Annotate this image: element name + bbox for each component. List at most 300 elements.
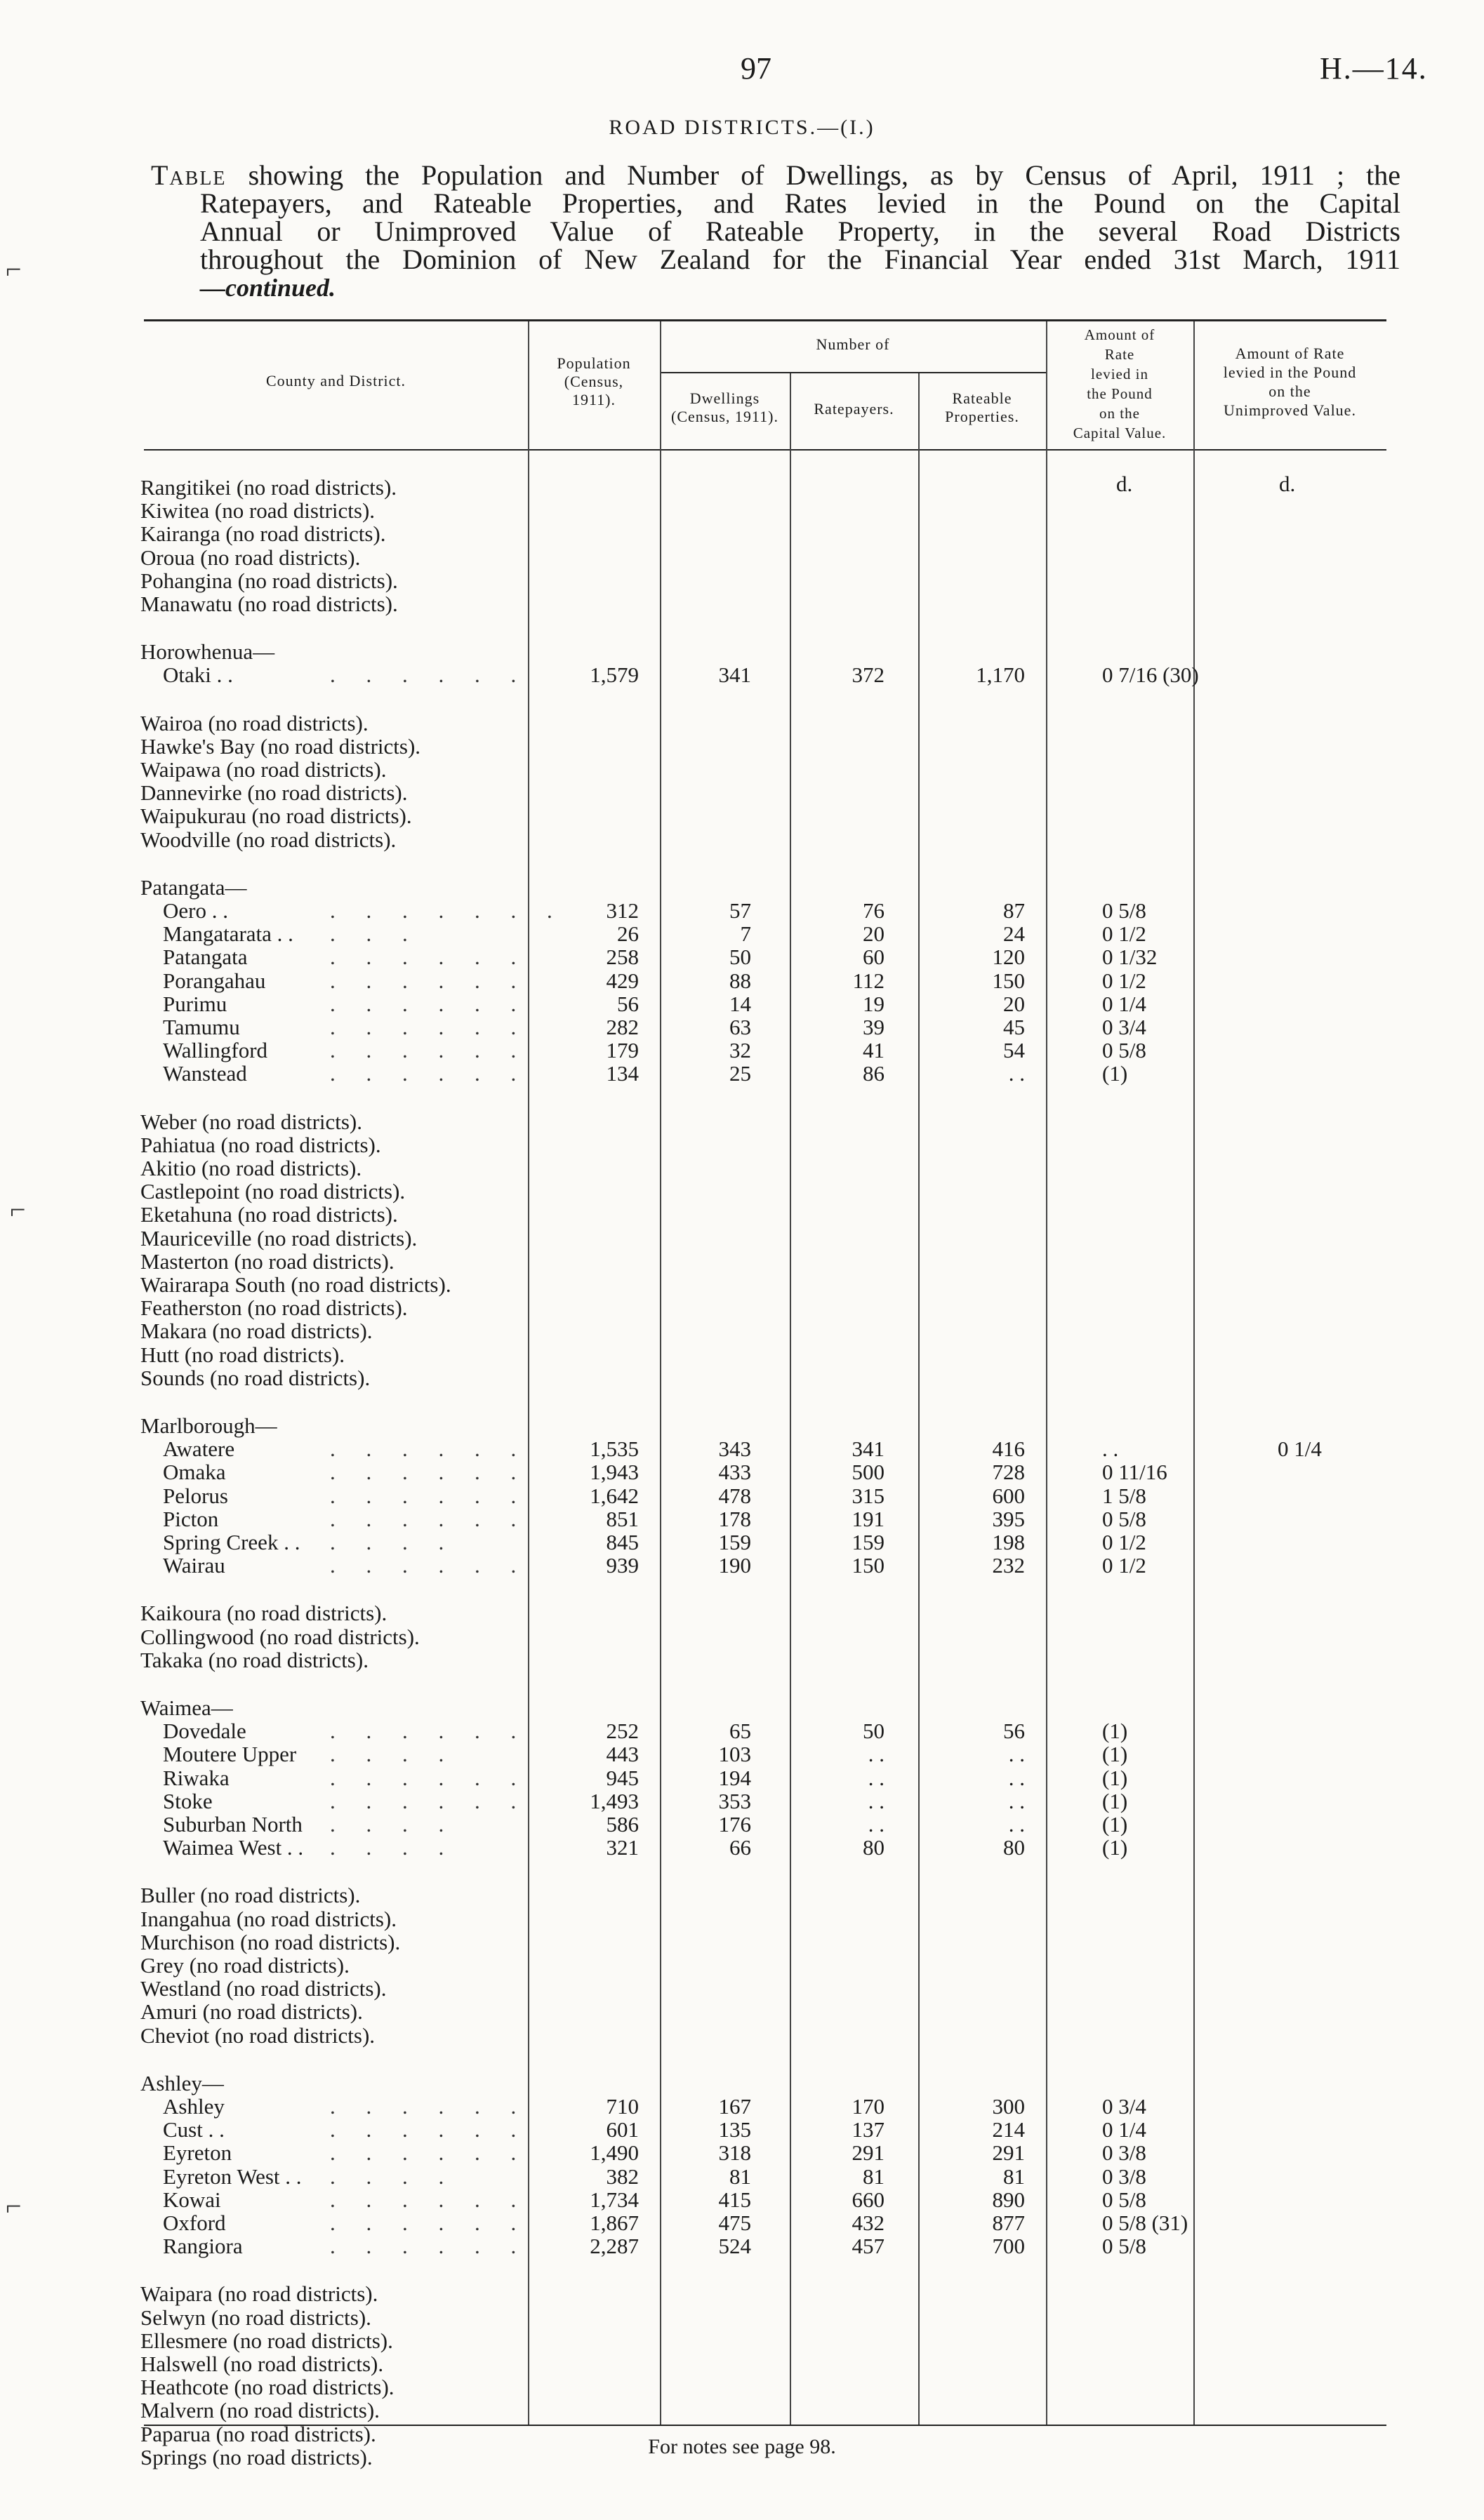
district-name: Horowhenua— — [140, 639, 275, 665]
table-row — [0, 2398, 1484, 2422]
dwellings-cell: 190 — [718, 1553, 751, 1578]
properties-cell: 291 — [992, 2140, 1025, 2166]
ratepayers-cell: 81 — [863, 2164, 885, 2189]
col-header-properties-line: Properties. — [945, 408, 1019, 425]
rate-capital-cell: (1) — [1102, 1765, 1128, 1790]
table-row — [0, 1976, 1484, 2000]
table-row — [0, 2094, 1484, 2118]
district-name: Patangata— — [140, 874, 247, 900]
col-header-rate-capital — [1046, 325, 1193, 443]
leader-dots: . . . . . . — [330, 945, 529, 970]
ratepayers-cell: 291 — [852, 2140, 885, 2166]
ratepayers-cell: 372 — [852, 662, 885, 688]
district-name: Rangiora — [163, 2234, 243, 2259]
table-row — [0, 711, 1484, 735]
table-row — [0, 1530, 1484, 1554]
rate-capital-cell: (1) — [1102, 1719, 1128, 1744]
table-row — [0, 1883, 1484, 1907]
col-header-number-of: Number of — [816, 335, 890, 353]
district-name: Moutere Upper — [163, 1742, 297, 1767]
properties-cell: 1,170 — [976, 662, 1025, 688]
leader-dots: . . . . — [330, 2164, 457, 2189]
rate-capital-cell: (1) — [1102, 1835, 1128, 1860]
district-name: Oroua (no road districts). — [140, 545, 361, 570]
table-row — [0, 1249, 1484, 1273]
district-name: Kiwitea (no road districts). — [140, 498, 376, 524]
district-name: Halswell (no road districts). — [140, 2352, 384, 2376]
district-name: Stoke — [163, 1788, 213, 1813]
properties-cell: 56 — [1003, 1719, 1025, 1744]
ratepayers-cell: 137 — [852, 2117, 885, 2142]
district-name: Featherston (no road districts). — [140, 1295, 408, 1321]
properties-cell: 214 — [992, 2117, 1025, 2142]
population-cell: 1,943 — [590, 1460, 639, 1485]
rate-capital-cell: 0 1/2 — [1102, 968, 1146, 993]
table-row — [0, 1553, 1484, 1577]
leader-dots: . . . . — [330, 1530, 457, 1554]
leader-dots: . . . . — [330, 1742, 457, 1767]
ratepayers-cell: 41 — [863, 1038, 885, 1063]
properties-cell: 87 — [1003, 898, 1025, 923]
district-name: Dovedale — [163, 1719, 246, 1744]
population-cell: 252 — [606, 1719, 639, 1744]
table-row — [0, 2071, 1484, 2095]
table-row — [0, 2187, 1484, 2211]
population-cell: 134 — [606, 1061, 639, 1086]
district-name: Eketahuna (no road districts). — [140, 1202, 398, 1227]
rate-capital-cell: 0 1/2 — [1102, 921, 1146, 947]
district-name: Hutt (no road districts). — [140, 1342, 345, 1367]
district-name: Westland (no road districts). — [140, 1976, 387, 2001]
district-name: Picton — [163, 1506, 219, 1531]
dwellings-cell: 524 — [718, 2234, 751, 2259]
caption-lead-word: Table — [151, 159, 227, 191]
number-of-rule — [660, 372, 1046, 373]
table-row — [0, 1015, 1484, 1039]
district-name: Waipukurau (no road districts). — [140, 804, 412, 829]
ratepayers-cell: 159 — [852, 1530, 885, 1554]
district-name: Malvern (no road districts). — [140, 2398, 380, 2423]
district-name: Otaki . . — [163, 662, 233, 688]
district-name: Kairanga (no road districts). — [140, 521, 386, 547]
district-name: Manawatu (no road districts). — [140, 592, 398, 616]
col-header-rate-unimproved-line: Unimproved Value. — [1224, 401, 1356, 419]
caption-continued: —continued. — [200, 274, 336, 302]
col-header-dwellings-line: (Census, 1911). — [671, 408, 779, 425]
table-row — [0, 1507, 1484, 1531]
ratepayers-cell: 76 — [863, 898, 885, 923]
col-header-rate-capital-line: Amount of — [1084, 326, 1155, 343]
rate-capital-cell: 0 5/8 — [1102, 1038, 1146, 1063]
district-name: Buller (no road districts). — [140, 1883, 361, 1908]
col-header-properties — [918, 389, 1046, 426]
table-row — [0, 2117, 1484, 2141]
district-name: Kaikoura (no road districts). — [140, 1601, 387, 1626]
district-name: Cust . . — [163, 2117, 225, 2142]
rate-capital-cell: 0 5/8 — [1102, 2187, 1146, 2212]
dwellings-cell: 478 — [718, 1483, 751, 1508]
rate-capital-cell: 0 1/4 — [1102, 991, 1146, 1016]
table-row — [0, 568, 1484, 592]
district-name: Spring Creek . . — [163, 1530, 300, 1554]
properties-cell: 728 — [992, 1460, 1025, 1485]
table-row — [0, 1695, 1484, 1719]
district-name: Grey (no road districts). — [140, 1953, 350, 1978]
table-row — [0, 921, 1484, 945]
col-header-rate-capital-line: levied in — [1091, 366, 1148, 382]
table-row — [0, 780, 1484, 804]
rate-capital-cell: 0 3/4 — [1102, 1015, 1146, 1039]
dwellings-cell: 81 — [729, 2164, 751, 2189]
table-row — [0, 2140, 1484, 2164]
leader-dots: . . . . . . — [330, 968, 529, 993]
col-header-rate-unimproved-line: levied in the Pound — [1223, 364, 1357, 381]
district-name: Riwaka — [163, 1765, 230, 1790]
table-row — [0, 1295, 1484, 1319]
dwellings-cell: 176 — [718, 1812, 751, 1836]
table-row — [0, 1907, 1484, 1931]
properties-cell: 24 — [1003, 921, 1025, 947]
ratepayers-cell: 112 — [852, 968, 885, 993]
rate-capital-cell: 0 3/8 — [1102, 2140, 1146, 2166]
properties-cell: 54 — [1003, 1038, 1025, 1063]
leader-dots: . . . . — [330, 1835, 457, 1860]
rate-capital-cell: 0 5/8 — [1102, 2234, 1146, 2259]
district-name: Eyreton — [163, 2140, 232, 2166]
table-row — [0, 1742, 1484, 1766]
table-row — [0, 1202, 1484, 1226]
district-name: Paparua (no road districts). — [140, 2421, 376, 2446]
table-row — [0, 757, 1484, 781]
table-row — [0, 1179, 1484, 1203]
dwellings-cell: 66 — [729, 1835, 751, 1860]
table-row — [0, 1272, 1484, 1296]
dwellings-cell: 63 — [729, 1015, 751, 1039]
table-row — [0, 1953, 1484, 1977]
rate-capital-cell: (1) — [1102, 1812, 1128, 1836]
district-name: Eyreton West . . — [163, 2164, 302, 2189]
leader-dots: . . . . . . — [330, 2117, 529, 2142]
table-top-rule — [144, 319, 1386, 321]
table-row — [0, 2305, 1484, 2329]
caption-line-1 — [151, 161, 1400, 189]
table-row — [0, 734, 1484, 758]
caption-line-4: throughout the Dominion of New Zealand for the Financial Year ended 31st March, 1911 — [200, 244, 1400, 275]
properties-cell: 700 — [992, 2234, 1025, 2259]
dwellings-cell: 135 — [718, 2117, 751, 2142]
table-row — [0, 1460, 1484, 1484]
population-cell: 321 — [606, 1835, 639, 1860]
properties-cell: 600 — [992, 1483, 1025, 1508]
rate-capital-cell: 0 5/8 (31) — [1102, 2211, 1188, 2235]
unit-capital: d. — [1116, 472, 1133, 496]
table-row — [0, 2211, 1484, 2234]
ratepayers-cell: 80 — [863, 1835, 885, 1860]
leader-dots: . . . . . . — [330, 1483, 529, 1508]
properties-cell: 45 — [1003, 1015, 1025, 1039]
properties-cell: . . — [1008, 1812, 1025, 1836]
district-name: Pahiatua (no road districts). — [140, 1132, 381, 1157]
leader-dots: . . . . . . — [330, 2094, 529, 2119]
dwellings-cell: 50 — [729, 945, 751, 970]
rate-capital-cell: 0 11/16 — [1102, 1460, 1167, 1485]
district-name: Rangitikei (no road districts). — [140, 475, 397, 500]
margin-mark: ⌐ — [6, 2190, 22, 2222]
dwellings-cell: 178 — [718, 1506, 751, 1531]
table-row — [0, 1061, 1484, 1085]
table-row — [0, 2281, 1484, 2305]
district-name: Masterton (no road districts). — [140, 1248, 395, 1274]
rate-capital-cell: 0 7/16 (30) — [1102, 662, 1199, 688]
leader-dots: . . . . . . — [330, 662, 529, 688]
population-cell: 586 — [606, 1812, 639, 1836]
table-row — [0, 1342, 1484, 1366]
ratepayers-cell: 457 — [852, 2234, 885, 2259]
dwellings-cell: 353 — [718, 1788, 751, 1813]
district-name: Mauriceville (no road districts). — [140, 1225, 418, 1251]
population-cell: 1,579 — [590, 662, 639, 688]
rate-capital-cell: 0 1/4 — [1102, 2117, 1146, 2142]
district-name: Tamumu — [163, 1015, 240, 1039]
table-row — [0, 1366, 1484, 1389]
table-row — [0, 1835, 1484, 1859]
district-name: Castlepoint (no road districts). — [140, 1179, 406, 1204]
district-name: Takaka (no road districts). — [140, 1647, 369, 1672]
properties-cell: 395 — [992, 1506, 1025, 1531]
district-name: Sounds (no road districts). — [140, 1365, 371, 1390]
col-header-dwellings — [660, 389, 790, 426]
table-row — [0, 475, 1484, 499]
table-row — [0, 2164, 1484, 2188]
caption-line-1-text: showing the Population and Number of Dwellings, as by Census of April, 1911 ; the — [248, 159, 1400, 191]
table-row — [0, 804, 1484, 827]
district-name: Ellesmere (no road districts). — [140, 2328, 393, 2353]
leader-dots: . . . . . . — [330, 1553, 529, 1578]
col-header-rate-unimproved-line: Amount of Rate — [1235, 345, 1345, 362]
population-cell: 851 — [606, 1506, 639, 1531]
col-header-dwellings-line: Dwellings — [689, 389, 760, 407]
district-name: Heathcote (no road districts). — [140, 2375, 395, 2400]
district-name: Purimu — [163, 991, 227, 1016]
dwellings-cell: 32 — [729, 1038, 751, 1063]
table-row — [0, 992, 1484, 1015]
population-cell: 258 — [606, 945, 639, 970]
properties-cell: . . — [1008, 1742, 1025, 1767]
district-name: Wanstead — [163, 1061, 247, 1086]
district-name: Murchison (no road districts). — [140, 1929, 401, 1954]
leader-dots: . . . . . . — [330, 2140, 529, 2166]
dwellings-cell: 14 — [729, 991, 751, 1016]
col-header-rate-capital-line: Capital Value. — [1073, 425, 1167, 441]
col-header-ratepayers: Ratepayers. — [814, 400, 894, 418]
col-header-population-line: (Census, — [564, 373, 624, 390]
rate-unimproved-cell: 0 1/4 — [1278, 1436, 1322, 1462]
dwellings-cell: 65 — [729, 1719, 751, 1744]
table-row — [0, 1133, 1484, 1156]
unit-unimproved: d. — [1279, 472, 1296, 496]
population-cell: 1,535 — [590, 1436, 639, 1462]
col-header-population-line: 1911). — [571, 391, 616, 408]
rate-capital-cell: 0 5/8 — [1102, 898, 1146, 923]
table-row — [0, 968, 1484, 992]
table-row — [0, 1413, 1484, 1437]
population-cell: 312 — [606, 898, 639, 923]
district-name: Patangata — [163, 945, 248, 970]
leader-dots: . . . . . . — [330, 1061, 529, 1086]
properties-cell: . . — [1008, 1765, 1025, 1790]
district-name: Porangahau — [163, 968, 266, 993]
rate-capital-cell: 0 1/32 — [1102, 945, 1158, 970]
col-header-rate-capital-line: Rate — [1104, 346, 1135, 363]
table-row — [0, 1436, 1484, 1460]
population-cell: 56 — [617, 991, 639, 1016]
ratepayers-cell: 191 — [852, 1506, 885, 1531]
table-row — [0, 2234, 1484, 2258]
col-header-population-line: Population — [557, 354, 631, 372]
col-header-county: County and District. — [265, 372, 406, 389]
dwellings-cell: 7 — [740, 921, 751, 947]
table-row — [0, 545, 1484, 569]
rate-capital-cell: . . — [1102, 1436, 1119, 1462]
district-name: Oxford — [163, 2211, 226, 2235]
table-row — [0, 2375, 1484, 2399]
district-name: Awatere — [163, 1436, 235, 1462]
properties-cell: 300 — [992, 2094, 1025, 2119]
district-name: Pohangina (no road districts). — [140, 568, 398, 593]
dwellings-cell: 159 — [718, 1530, 751, 1554]
leader-dots: . . . . . . — [330, 2234, 529, 2259]
footer-note: For notes see page 98. — [648, 2435, 836, 2458]
district-name: Waipara (no road districts). — [140, 2281, 378, 2307]
population-cell: 601 — [606, 2117, 639, 2142]
leader-dots: . . . . . . — [330, 2187, 529, 2212]
table-row — [0, 1038, 1484, 1062]
col-header-population — [528, 354, 660, 409]
dwellings-cell: 57 — [729, 898, 751, 923]
leader-dots: . . . . . . — [330, 1038, 529, 1063]
rate-capital-cell: (1) — [1102, 1742, 1128, 1767]
district-name: Collingwood (no road districts). — [140, 1624, 420, 1649]
district-name: Waimea— — [140, 1695, 233, 1720]
properties-cell: . . — [1008, 1061, 1025, 1086]
caption-line-2: Ratepayers, and Rateable Properties, and Rates levied in the Pound on the Capital — [200, 187, 1400, 219]
district-name: Hawke's Bay (no road districts). — [140, 733, 421, 759]
margin-mark: ⌐ — [10, 1194, 26, 1225]
population-cell: 945 — [606, 1765, 639, 1790]
margin-mark: ⌐ — [6, 253, 22, 285]
district-name: Inangahua (no road districts). — [140, 1906, 397, 1931]
dwellings-cell: 25 — [729, 1061, 751, 1086]
properties-cell: 80 — [1003, 1835, 1025, 1860]
leader-dots: . . . — [330, 921, 420, 947]
population-cell: 26 — [617, 921, 639, 947]
district-name: Amuri (no road districts). — [140, 1999, 363, 2025]
table-row — [0, 1484, 1484, 1507]
table-row — [0, 1156, 1484, 1180]
table-row — [0, 1648, 1484, 1672]
ratepayers-cell: 60 — [863, 945, 885, 970]
rate-capital-cell: 0 1/2 — [1102, 1530, 1146, 1554]
dwellings-cell: 318 — [718, 2140, 751, 2166]
ratepayers-cell: 20 — [863, 921, 885, 947]
dwellings-cell: 343 — [718, 1436, 751, 1462]
properties-cell: . . — [1008, 1788, 1025, 1813]
district-name: Ashley— — [140, 2070, 224, 2095]
dwellings-cell: 167 — [718, 2094, 751, 2119]
table-row — [0, 1601, 1484, 1625]
district-name: Makara (no road districts). — [140, 1319, 373, 1344]
table-row — [0, 1766, 1484, 1789]
properties-cell: 890 — [992, 2187, 1025, 2212]
district-name: Suburban North — [163, 1812, 303, 1836]
district-name: Wairau — [163, 1553, 225, 1578]
district-name: Waipawa (no road districts). — [140, 757, 387, 782]
population-cell: 1,490 — [590, 2140, 639, 2166]
leader-dots: . . . . . . — [330, 991, 529, 1016]
rate-capital-cell: 0 5/8 — [1102, 1506, 1146, 1531]
dwellings-cell: 433 — [718, 1460, 751, 1485]
table-header-rule — [144, 449, 1386, 451]
district-name: Wallingford — [163, 1038, 268, 1063]
col-header-properties-line: Rateable — [952, 389, 1012, 407]
ratepayers-cell: 86 — [863, 1061, 885, 1086]
ratepayers-cell: . . — [868, 1812, 885, 1836]
page-title: ROAD DISTRICTS.—(I.) — [609, 116, 875, 139]
table-row — [0, 1719, 1484, 1742]
population-cell: 2,287 — [590, 2234, 639, 2259]
district-name: Wairarapa South (no road districts). — [140, 1272, 451, 1297]
page-number: 97 — [741, 51, 771, 86]
table-row — [0, 827, 1484, 851]
ratepayers-cell: 341 — [852, 1436, 885, 1462]
table-row — [0, 875, 1484, 899]
col-header-rate-unimproved — [1193, 344, 1386, 420]
table-row — [0, 1789, 1484, 1813]
properties-cell: 150 — [992, 968, 1025, 993]
document-code: H.—14. — [1320, 51, 1428, 86]
district-name: Omaka — [163, 1460, 226, 1485]
district-name: Kowai — [163, 2187, 221, 2212]
properties-cell: 232 — [992, 1553, 1025, 1578]
dwellings-cell: 415 — [718, 2187, 751, 2212]
leader-dots: . . . . . . — [330, 1460, 529, 1485]
properties-cell: 20 — [1003, 991, 1025, 1016]
leader-dots: . . . . . . — [330, 1788, 529, 1813]
leader-dots: . . . . . . — [330, 2211, 529, 2235]
properties-cell: 877 — [992, 2211, 1025, 2235]
caption-line-3: Annual or Unimproved Value of Rateable Property, in the several Road Districts — [200, 215, 1400, 247]
district-name: Selwyn (no road districts). — [140, 2305, 371, 2330]
table-row — [0, 945, 1484, 968]
ratepayers-cell: 315 — [852, 1483, 885, 1508]
properties-cell: 416 — [992, 1436, 1025, 1462]
ratepayers-cell: 39 — [863, 1015, 885, 1039]
population-cell: 1,734 — [590, 2187, 639, 2212]
leader-dots: . . . . . . . — [330, 898, 565, 923]
population-cell: 939 — [606, 1553, 639, 1578]
population-cell: 429 — [606, 968, 639, 993]
table-row — [0, 521, 1484, 545]
table-row — [0, 1625, 1484, 1648]
district-name: Woodville (no road districts). — [140, 827, 397, 852]
dwellings-cell: 475 — [718, 2211, 751, 2235]
district-name: Dannevirke (no road districts). — [140, 780, 408, 806]
ratepayers-cell: 500 — [852, 1460, 885, 1485]
district-name: Waimea West . . — [163, 1835, 304, 1860]
rate-capital-cell: 0 1/2 — [1102, 1553, 1146, 1578]
properties-cell: 81 — [1003, 2164, 1025, 2189]
district-name: Wairoa (no road districts). — [140, 710, 369, 735]
